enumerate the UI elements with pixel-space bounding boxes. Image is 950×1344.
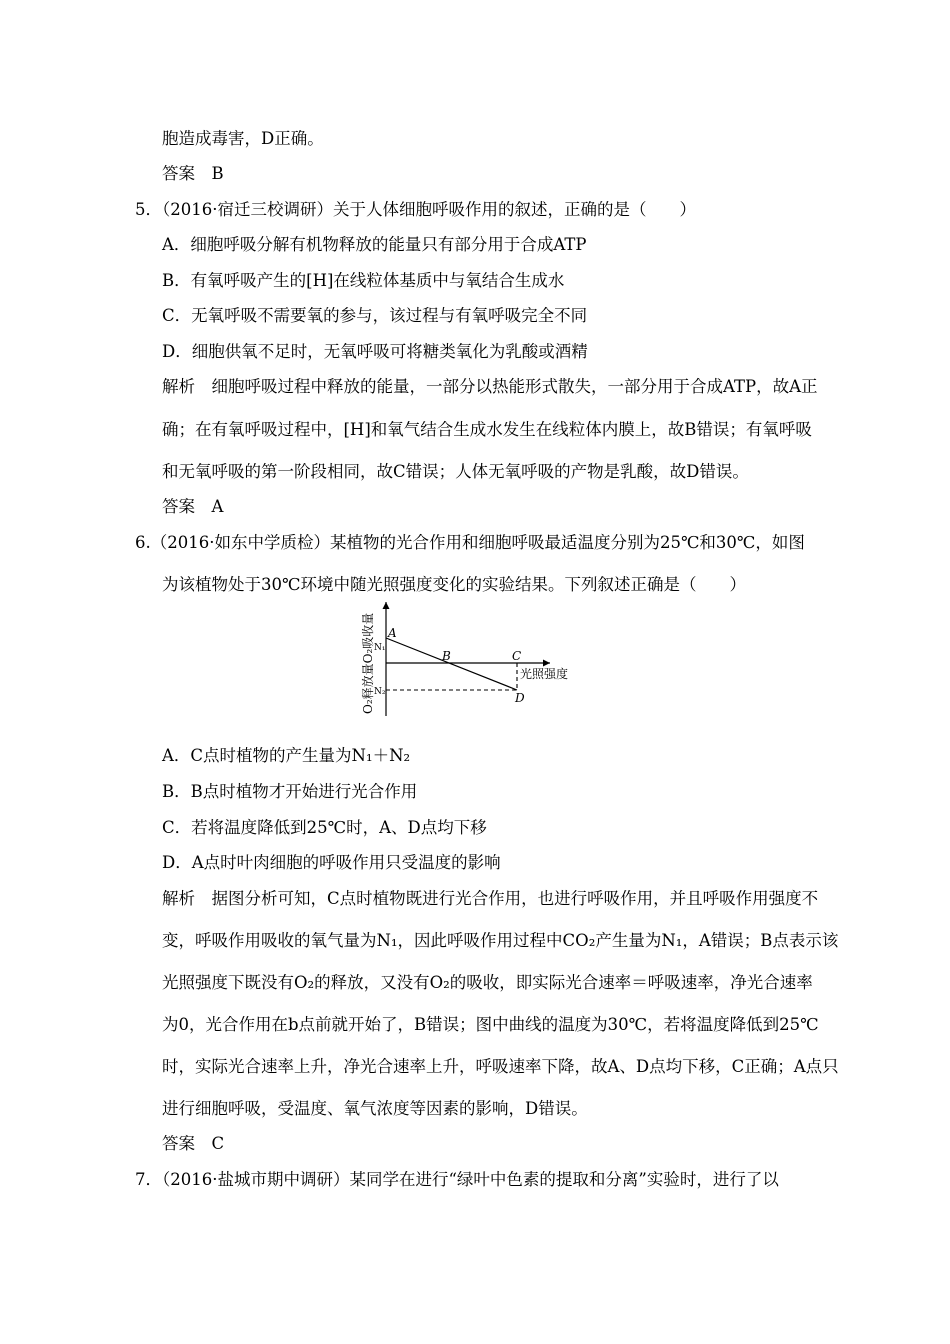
- option-c: C．无氧呼吸不需要氧的参与，该过程与有氧呼吸完全不同: [162, 306, 588, 325]
- y-axis-label: O₂释放量O₂吸收量: [361, 612, 375, 714]
- analysis-line: 进行细胞呼吸，受温度、氧气浓度等因素的影响，D错误。: [162, 1099, 588, 1118]
- option-d: D．A点时叶肉细胞的呼吸作用只受温度的影响: [162, 853, 501, 872]
- x-axis-label: 光照强度: [520, 667, 569, 681]
- answer-line: 答案 A: [162, 497, 224, 516]
- analysis-line: 光照强度下既没有O₂的释放，又没有O₂的吸收，即实际光合速率＝呼吸速率，净光合速率: [162, 973, 813, 992]
- point-a-label: A: [388, 626, 397, 640]
- point-c-label: C: [512, 649, 522, 663]
- analysis-line: 解析 据图分析可知，C点时植物既进行光合作用，也进行呼吸作用，并且呼吸作用强度不: [162, 889, 819, 908]
- question-6-stem: 为该植物处于30℃环境中随光照强度变化的实验结果。下列叙述正确是（ ）: [162, 575, 746, 594]
- curve-line: [386, 638, 517, 690]
- option-d: D．细胞供氧不足时，无氧呼吸可将糖类氧化为乳酸或酒精: [162, 342, 588, 361]
- option-a: A．细胞呼吸分解有机物释放的能量只有部分用于合成ATP: [162, 235, 587, 254]
- answer-line: 答案 B: [162, 164, 224, 183]
- analysis-line: 时，实际光合速率上升，净光合速率上升，呼吸速率下降，故A、D点均下移，C正确；A点只: [162, 1057, 839, 1076]
- point-b-label: B: [442, 649, 451, 663]
- question-7-stem: 7．（2016·盐城市期中调研）某同学在进行“绿叶中色素的提取和分离”实验时，进行了以: [135, 1170, 779, 1189]
- option-a: A．C点时植物的产生量为N₁＋N₂: [162, 746, 411, 765]
- question-6-stem: 6.（2016·如东中学质检）某植物的光合作用和细胞呼吸最适温度分别为25℃和30℃，如图: [135, 533, 805, 552]
- light-intensity-graph: [350, 598, 590, 720]
- analysis-line: 解析 细胞呼吸过程中释放的能量，一部分以热能形式散失，一部分用于合成ATP，故A正: [162, 377, 818, 396]
- answer-line: 答案 C: [162, 1134, 225, 1153]
- n2-label: N₂: [374, 687, 386, 697]
- option-b: B．有氧呼吸产生的[H]在线粒体基质中与氧结合生成水: [162, 271, 565, 290]
- text-line: 胞造成毒害，D正确。: [162, 129, 324, 148]
- point-d-label: D: [515, 691, 525, 705]
- analysis-line: 变，呼吸作用吸收的氧气量为N₁，因此呼吸作用过程中CO₂产生量为N₁，A错误；B点表示该: [162, 931, 839, 950]
- analysis-line: 和无氧呼吸的第一阶段相同，故C错误；人体无氧呼吸的产物是乳酸，故D错误。: [162, 462, 749, 481]
- option-c: C．若将温度降低到25℃时，A、D点均下移: [162, 818, 487, 837]
- question-5-stem: 5．（2016·宿迁三校调研）关于人体细胞呼吸作用的叙述，正确的是（ ）: [135, 200, 696, 219]
- analysis-line: 确；在有氧呼吸过程中，[H]和氧气结合生成水发生在线粒体内膜上，故B错误；有氧呼吸: [162, 420, 812, 439]
- n1-label: N₁: [374, 643, 386, 653]
- option-b: B．B点时植物才开始进行光合作用: [162, 782, 418, 801]
- analysis-line: 为0，光合作用在b点前就开始了，B错误；图中曲线的温度为30℃，若将温度降低到25℃: [162, 1015, 819, 1034]
